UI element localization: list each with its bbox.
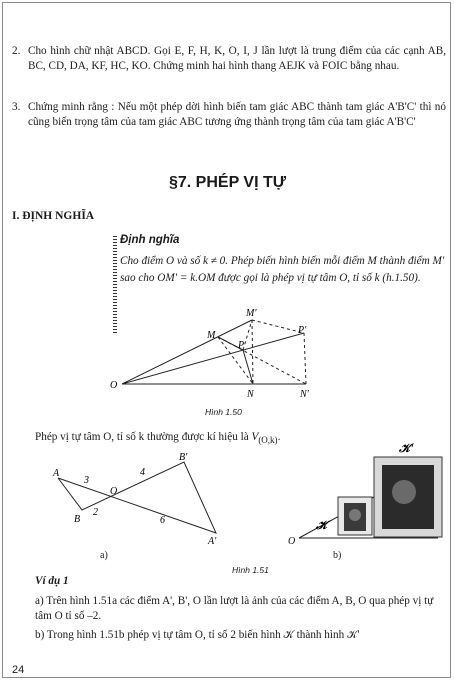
exercise-2-text: Cho hình chữ nhật ABCD. Gọi E, F, H, K, O, I, J lần lượt là trung điểm của các cạnh AB, BC, CD, DA, KF, HC, KO. Chứng minh hai hình thang AEJK và FOIC bằng nhau. (28, 45, 446, 72)
definition-text: Cho điểm O và số k ≠ 0. Phép biến hình biến mỗi điểm M thành điểm M' sao cho OM' = k.OM được gọi là phép vị tự tâm O, tỉ số k (h.1.50). (120, 255, 445, 284)
label-Hp: 𝒦' (399, 441, 414, 455)
notation-end: . (277, 431, 281, 443)
label-O-a: O (110, 486, 118, 497)
length-OBp: 4 (140, 467, 145, 478)
label-B: B (74, 514, 81, 525)
notation-symbol: V (251, 431, 259, 443)
figure-1-51-caption: Hình 1.51 (232, 565, 269, 575)
exercise-3-text: Chứng minh rằng : Nếu một phép dời hình biến tam giác ABC thành tam giác A'B'C' thì nó cũng biến trọng tâm của tam giác ABC tương ứng thành trọng tâm của tam giác A'B'C' (28, 101, 446, 128)
length-OAp: 6 (160, 515, 165, 526)
shape-Hp-face (392, 480, 416, 504)
label-H: 𝒦 (316, 518, 328, 532)
label-M: M (207, 330, 216, 341)
label-P: P (238, 340, 245, 351)
label-O-b: O (288, 536, 296, 547)
example-heading: Ví dụ 1 (35, 575, 69, 587)
label-Bp: B' (179, 452, 188, 463)
example-part-b: b) Trong hình 1.51b phép vị tự tâm O, tỉ số 2 biến hình 𝒦 thành hình 𝒦' (35, 629, 360, 641)
label-Ap: A' (208, 536, 217, 547)
example-part-a: a) Trên hình 1.51a các điểm A', B', O lần lượt là ảnh của các điểm A, B, O qua phép vị tự tâm O tỉ số –2. (35, 595, 434, 622)
label-O: O (110, 380, 118, 391)
label-Mp: M' (246, 308, 257, 319)
figure-1-51a-lines (58, 462, 216, 533)
definition-heading: Định nghĩa (120, 234, 180, 246)
exercise-2-number: 2. (12, 45, 21, 57)
figure-1-51b-label: b) (333, 550, 342, 561)
notation-subscript: (O,k) (258, 435, 278, 446)
notation-text: Phép vị tự tâm O, tỉ số k thường được kí hiệu là (35, 431, 249, 443)
lesson-title: §7. PHÉP VỊ TỰ (168, 174, 287, 191)
exercise-3-number: 3. (12, 101, 21, 113)
label-N: N (247, 389, 254, 400)
page-number: 24 (12, 664, 25, 676)
section-heading: I. ĐỊNH NGHĨA (12, 210, 95, 222)
length-OA: 3 (84, 475, 89, 486)
figure-1-51a-label: a) (100, 550, 108, 561)
label-A: A (53, 468, 60, 479)
length-OB: 2 (93, 507, 98, 518)
shape-H-face (349, 509, 361, 521)
label-Pp: P' (298, 325, 307, 336)
label-Np: N' (300, 389, 309, 400)
figure-1-50-caption: Hình 1.50 (205, 407, 242, 417)
